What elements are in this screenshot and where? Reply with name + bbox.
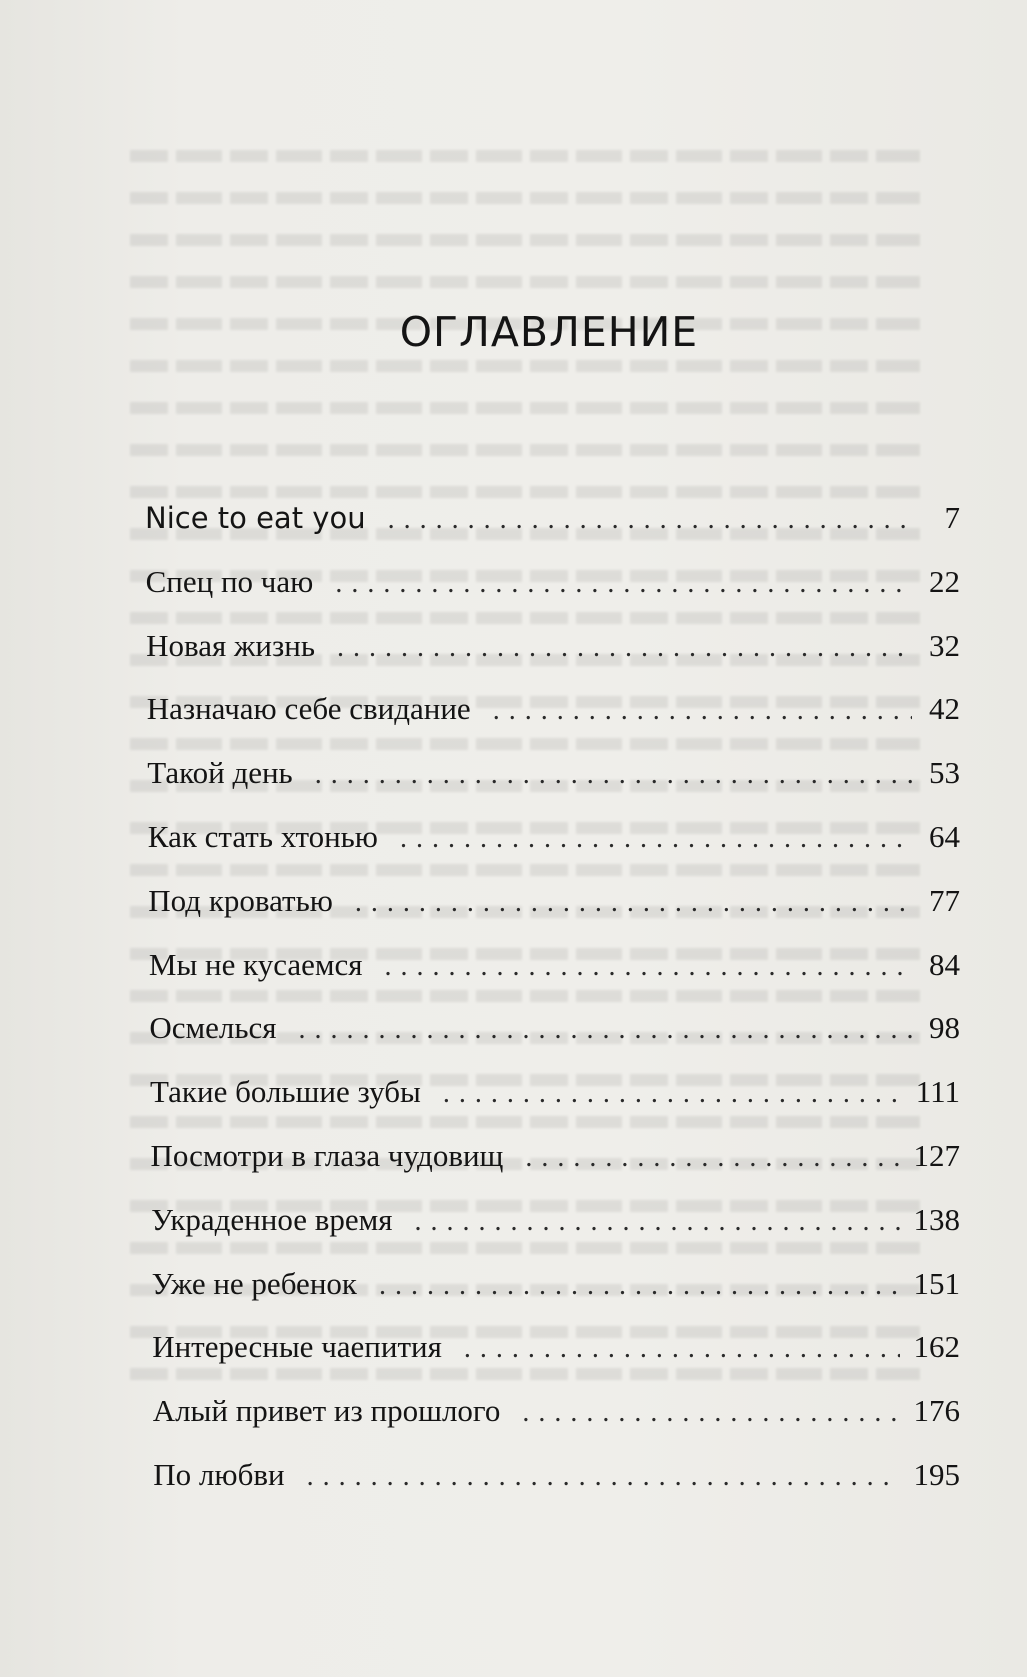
toc-entry [145,564,960,628]
dot-leader [299,1014,912,1046]
toc-entry-page-number: 32 [929,627,960,663]
dot-leader [415,1206,900,1238]
toc-entry-title: Украденное время [151,1201,393,1237]
toc-entry [145,1074,960,1138]
toc-entry [145,1138,960,1202]
toc-entry [145,1266,960,1330]
dot-leader [464,1333,900,1365]
toc-entry-page-number: 77 [929,882,960,918]
table-of-contents [145,500,960,1521]
toc-entry-title: Интересные чаепития [152,1329,442,1365]
dot-leader [400,823,912,855]
toc-entry [145,1457,960,1521]
toc-entry-page-number: 195 [913,1456,960,1492]
dot-leader [355,887,912,919]
toc-entry-title: Осмелься [149,1010,277,1046]
toc-entry-page-number: 176 [913,1393,960,1429]
toc-entry [145,691,960,755]
toc-entry-title: По любви [153,1456,285,1492]
toc-entry [145,947,960,1011]
toc-entry-title: Новая жизнь [146,627,315,663]
dot-leader [525,1142,899,1174]
toc-entry [145,883,960,947]
toc-entry-title: Мы не кусаемся [148,946,363,982]
toc-entry-title: Спец по чаю [145,563,314,599]
dot-leader [315,759,912,791]
toc-entry-title: Nice to eat you [145,501,366,535]
toc-entry [145,1393,960,1457]
toc-entry-title: Алый привет из прошлого [152,1393,501,1429]
toc-entry-title: Под кроватью [148,882,333,918]
dot-leader [337,632,912,664]
dot-leader [522,1397,899,1429]
toc-entry-page-number: 98 [929,1010,960,1046]
dot-leader [307,1461,900,1493]
dot-leader [385,951,912,983]
dot-leader [335,568,912,600]
toc-entry-page-number: 138 [913,1201,960,1237]
toc-entry [145,628,960,692]
toc-entry-page-number: 162 [913,1329,960,1365]
page-title: ОГЛАВЛЕНИЕ [399,308,699,356]
dot-leader [493,695,912,727]
toc-entry [145,1202,960,1266]
toc-entry-title: Как стать хтонью [147,818,378,854]
dot-leader [443,1078,902,1110]
toc-entry-page-number: 53 [929,755,960,791]
toc-entry-page-number: 127 [913,1137,960,1173]
toc-entry-page-number: 84 [929,946,960,982]
toc-entry-title: Такой день [147,755,293,791]
toc-entry [145,755,960,819]
dot-leader [379,1270,900,1302]
toc-entry-page-number: 7 [944,500,960,535]
toc-entry-title: Назначаю себе свидание [146,691,471,727]
dot-leader [388,504,912,536]
toc-entry-page-number: 22 [929,563,960,599]
toc-entry-page-number: 151 [913,1265,960,1301]
toc-entry [145,500,960,564]
toc-entry-title: Уже не ребенок [151,1265,357,1301]
toc-entry-title: Посмотри в глаза чудовищ [150,1137,504,1173]
toc-entry [145,1329,960,1393]
toc-entry-page-number: 111 [915,1074,960,1110]
toc-entry-page-number: 64 [929,818,960,854]
toc-entry-page-number: 42 [929,691,960,727]
toc-entry-title: Такие большие зубы [150,1074,421,1110]
toc-entry [145,819,960,883]
toc-entry [145,1010,960,1074]
